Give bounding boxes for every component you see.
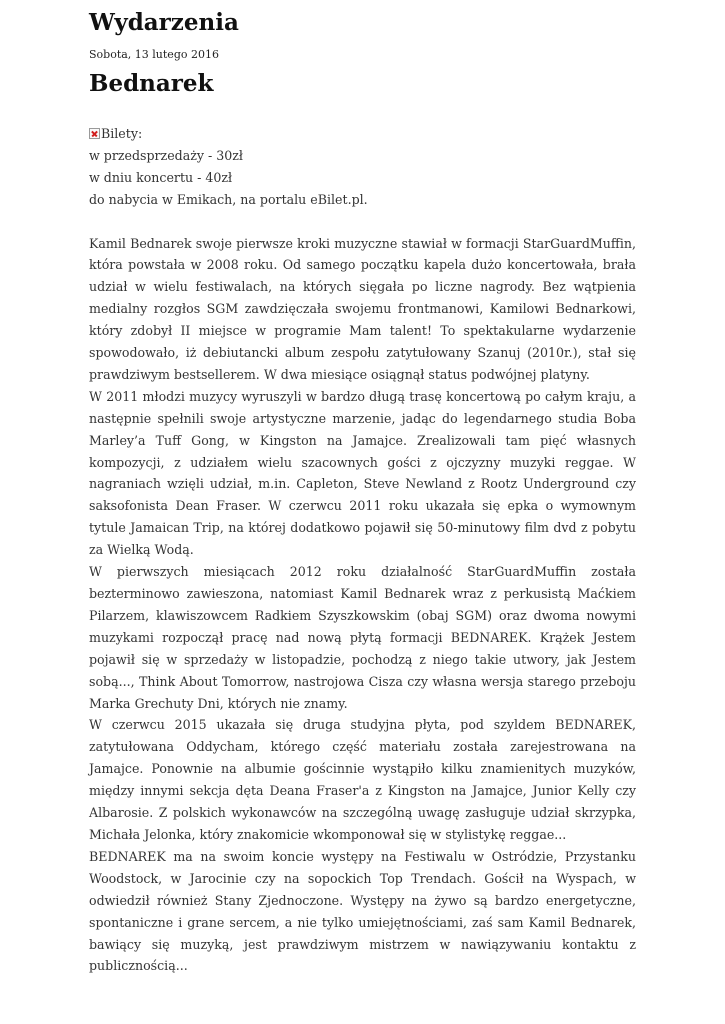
spacer (89, 211, 636, 233)
ticket-where: do nabycia w Emikach, na portalu eBilet.pl. (89, 191, 368, 207)
tickets-heading-line (89, 123, 636, 145)
paragraph: W 2011 młodzi muzycy wyruszyli w bardzo długą trasę koncertową po całym kraju, a następnie spełnili swoje artystyczne marzenie, jadąc do legendarnego studia Boba Marley’a Tuff Gong, w Kingston na Jamajce. Zrealizowali tam pięć własnych kompozycji, z udziałem wielu szacownych gości z ojczyzny muzyki reggae. W nagraniach wzięli udział, m.in. Capleton, Steve Newland z Rootz Underground czy saksofonista Dean Fraser. W czerwcu 2011 roku ukazała się epka o wymownym tytule Jamaican Trip, na której dodatkowo pojawił się 50-minutowy film dvd z pobytu za Wielką Wodą. (89, 388, 636, 558)
paragraph: BEDNAREK ma na swoim koncie występy na Festiwalu w Ostródzie, Przystanku Woodstock, w Jarocinie czy na sopockich Top Trendach. Gościł na Wyspach, w odwiedził również Stany Zjednoczone. Występy na żywo są bardzo energetyczne, spontaniczne i grane sercem, a nie tylko umiejętnościami, zaś sam Kamil Bednarek, bawiący się muzyką, jest prawdziwym mistrzem w nawiązywaniu kontaktu z publicznością... (89, 848, 636, 974)
broken-image-icon (89, 128, 100, 139)
post-date: Sobota, 13 lutego 2016 (89, 48, 219, 61)
tickets-heading: Bilety: (101, 126, 143, 141)
paragraph: W czerwcu 2015 ukazała się druga studyjna płyta, pod szyldem BEDNAREK, zatytułowana Oddycham, którego część materiału została zarejestrowana na Jamajce. Ponownie na albumie gościnnie wystąpiło kilku znamienitych muzyków, między innymi sekcja dęta Deana Fraser'a z Kingston na Jamajce, Junior Kelly czy Albarosie. Z polskich wykonawców na szczególną uwagę zasługuje udział skrzypka, Michała Jelonka, który znakomicie wkomponował się w stylistykę reggae... (89, 717, 636, 842)
ticket-concert-day: w dniu koncertu - 40zł (89, 169, 233, 185)
paragraph: Kamil Bednarek swoje pierwsze kroki muzyczne stawiał w formacji StarGuardMuffin, która powstała w 2008 roku. Od samego początku kapela dużo koncertowała, brała udział w wielu festiwalach, na których sięgała po liczne nagrody. Bez wątpienia medialny rozgłos SGM zawdzięczała swojemu frontmanowi, Kamilowi Bednarkowi, który zdobył II miejsce w programie Mam talent! To spektakularne wydarzenie spowodowało, iż debiutancki album zespołu zatytułowany Szanuj (2010r.), stał się prawdziwym bestsellerem. W dwa miesiące osiągnął status podwójnej platyny. (89, 235, 636, 382)
site-title[interactable]: Wydarzenia (89, 9, 239, 36)
post-title[interactable]: Bednarek (89, 70, 214, 97)
paragraph: W pierwszych miesiącach 2012 roku działalność StarGuardMuffin została bezterminowo zawieszona, natomiast Kamil Bednarek wraz z perkusistą Maćkiem Pilarzem, klawiszowcem Radkiem Szyszkowskim (obaj SGM) oraz dwoma nowymi muzykami rozpoczął pracę nad nową płytą formacji BEDNAREK. Krążek Jestem pojawił się w sprzedaży w listopadzie, pochodzą z niego takie utwory, jak Jestem sobą..., Think About Tomorrow, nastrojowa Cisza czy własna wersja starego przeboju Marka Grechuty Dni, których nie znamy. (89, 564, 636, 711)
ticket-presale: w przedsprzedaży - 30zł (89, 147, 243, 163)
post-body (89, 123, 636, 977)
